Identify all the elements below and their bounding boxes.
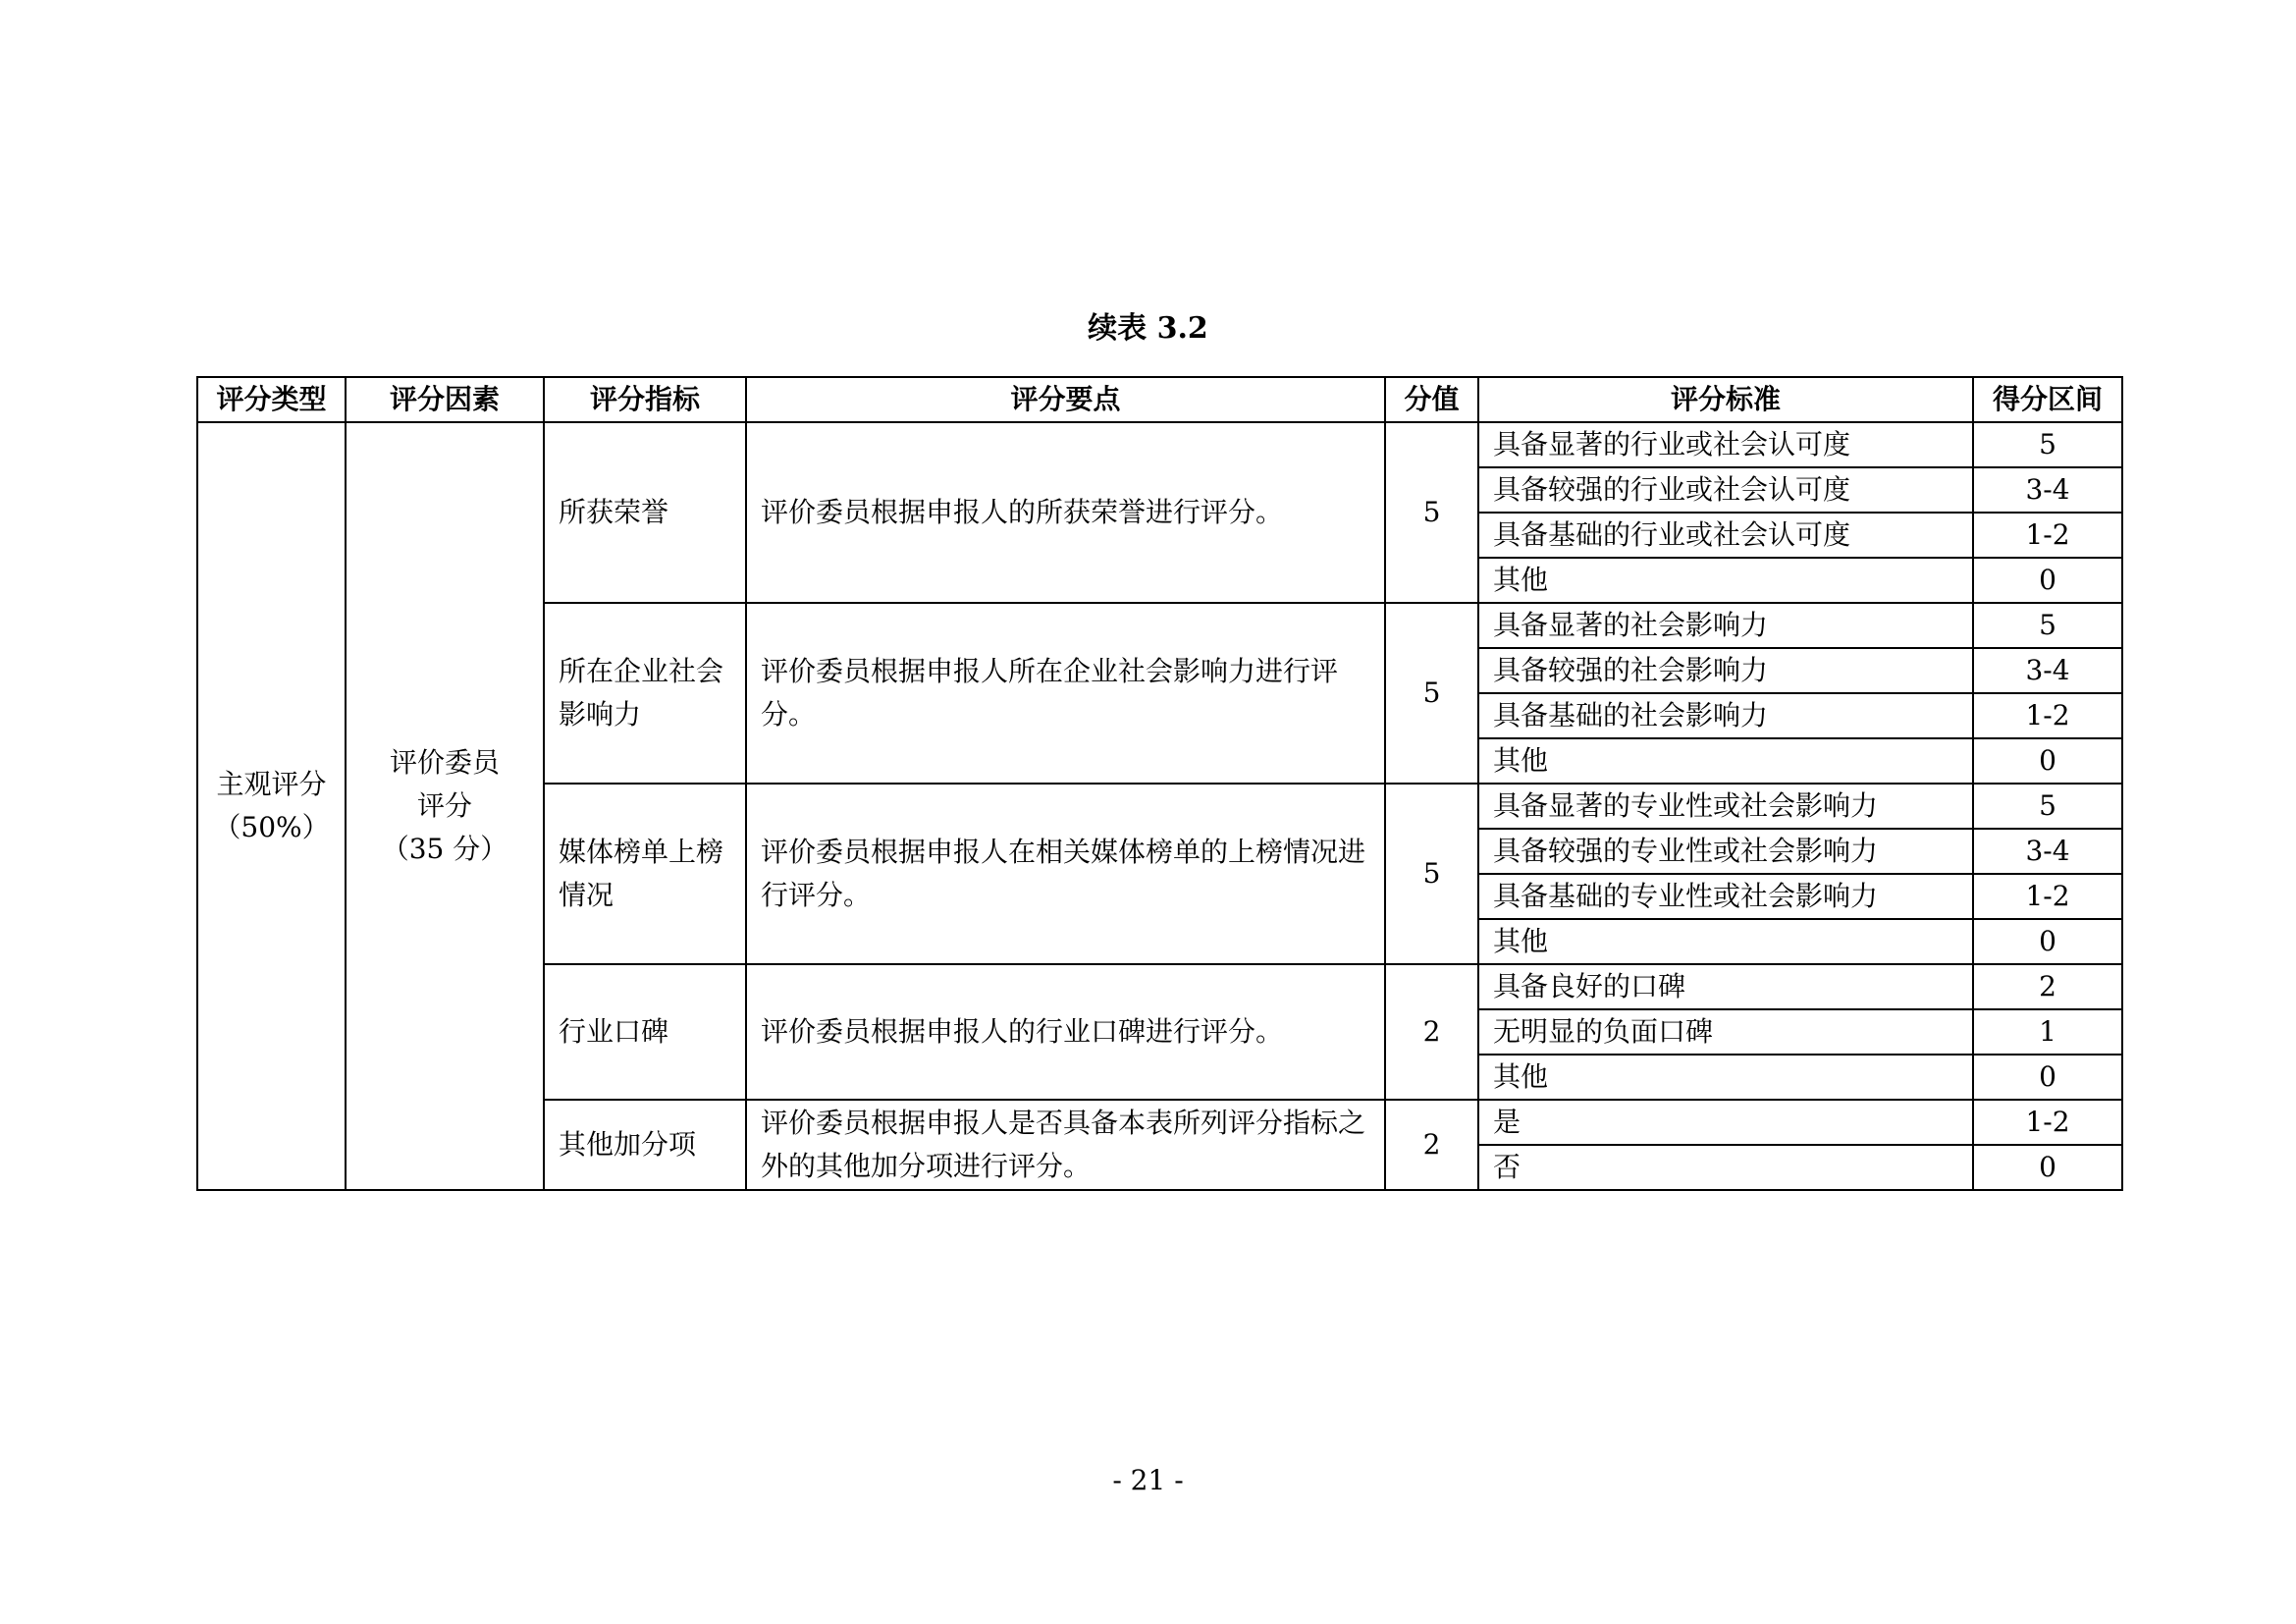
value-cell: 2	[1385, 964, 1478, 1100]
value-cell: 2	[1385, 1100, 1478, 1190]
standard-cell: 具备显著的专业性或社会影响力	[1478, 784, 1973, 829]
range-cell: 0	[1973, 919, 2122, 964]
standard-cell: 其他	[1478, 558, 1973, 603]
range-cell: 0	[1973, 1145, 2122, 1190]
point-cell: 评价委员根据申报人是否具备本表所列评分指标之外的其他加分项进行评分。	[746, 1100, 1385, 1190]
indicator-cell: 媒体榜单上榜情况	[544, 784, 746, 964]
range-cell: 5	[1973, 603, 2122, 648]
standard-cell: 具备较强的行业或社会认可度	[1478, 467, 1973, 513]
standard-cell: 具备较强的专业性或社会影响力	[1478, 829, 1973, 874]
standard-cell: 具备较强的社会影响力	[1478, 648, 1973, 693]
value-cell: 5	[1385, 784, 1478, 964]
scoring-factor-name-1: 评价委员	[389, 746, 500, 779]
scoring-factor-points: （35 分）	[381, 833, 508, 865]
standard-cell: 具备显著的社会影响力	[1478, 603, 1973, 648]
point-cell: 评价委员根据申报人的所获荣誉进行评分。	[746, 422, 1385, 603]
point-cell: 评价委员根据申报人在相关媒体榜单的上榜情况进行评分。	[746, 784, 1385, 964]
point-cell: 评价委员根据申报人的行业口碑进行评分。	[746, 964, 1385, 1100]
range-cell: 5	[1973, 784, 2122, 829]
range-cell: 1	[1973, 1009, 2122, 1055]
range-cell: 0	[1973, 558, 2122, 603]
range-cell: 0	[1973, 1055, 2122, 1100]
range-cell: 0	[1973, 738, 2122, 784]
indicator-cell: 其他加分项	[544, 1100, 746, 1190]
standard-cell: 具备良好的口碑	[1478, 964, 1973, 1009]
scoring-type-cell	[197, 422, 346, 1190]
standard-cell: 其他	[1478, 919, 1973, 964]
indicator-cell: 所获荣誉	[544, 422, 746, 603]
table-caption: 续表 3.2	[1088, 311, 1208, 346]
standard-cell: 具备基础的专业性或社会影响力	[1478, 874, 1973, 919]
table-row	[197, 422, 2122, 467]
header-scoring-factor: 评分因素	[346, 377, 544, 422]
standard-cell: 具备基础的行业或社会认可度	[1478, 513, 1973, 558]
header-score-range: 得分区间	[1973, 377, 2122, 422]
scoring-type-weight: （50%）	[213, 811, 330, 843]
point-cell: 评价委员根据申报人所在企业社会影响力进行评分。	[746, 603, 1385, 784]
range-cell: 3-4	[1973, 648, 2122, 693]
standard-cell: 其他	[1478, 1055, 1973, 1100]
standard-cell: 否	[1478, 1145, 1973, 1190]
header-scoring-standard: 评分标准	[1478, 377, 1973, 422]
indicator-cell: 行业口碑	[544, 964, 746, 1100]
standard-cell: 其他	[1478, 738, 1973, 784]
range-cell: 1-2	[1973, 693, 2122, 738]
standard-cell: 是	[1478, 1100, 1973, 1145]
header-scoring-points: 评分要点	[746, 377, 1385, 422]
range-cell: 5	[1973, 422, 2122, 467]
scoring-type-name: 主观评分	[216, 768, 327, 800]
header-scoring-indicator: 评分指标	[544, 377, 746, 422]
scoring-factor-name-2: 评分	[416, 789, 472, 822]
range-cell: 1-2	[1973, 1100, 2122, 1145]
scoring-table	[196, 376, 2123, 1191]
range-cell: 3-4	[1973, 467, 2122, 513]
value-cell: 5	[1385, 603, 1478, 784]
table-header-row	[197, 377, 2122, 422]
range-cell: 3-4	[1973, 829, 2122, 874]
range-cell: 1-2	[1973, 874, 2122, 919]
scoring-factor-cell	[346, 422, 544, 1190]
standard-cell: 具备基础的社会影响力	[1478, 693, 1973, 738]
range-cell: 2	[1973, 964, 2122, 1009]
header-score-value: 分值	[1385, 377, 1478, 422]
standard-cell: 无明显的负面口碑	[1478, 1009, 1973, 1055]
standard-cell: 具备显著的行业或社会认可度	[1478, 422, 1973, 467]
header-scoring-type: 评分类型	[197, 377, 346, 422]
page-number: - 21 -	[1112, 1464, 1184, 1496]
indicator-cell: 所在企业社会影响力	[544, 603, 746, 784]
range-cell: 1-2	[1973, 513, 2122, 558]
value-cell: 5	[1385, 422, 1478, 603]
